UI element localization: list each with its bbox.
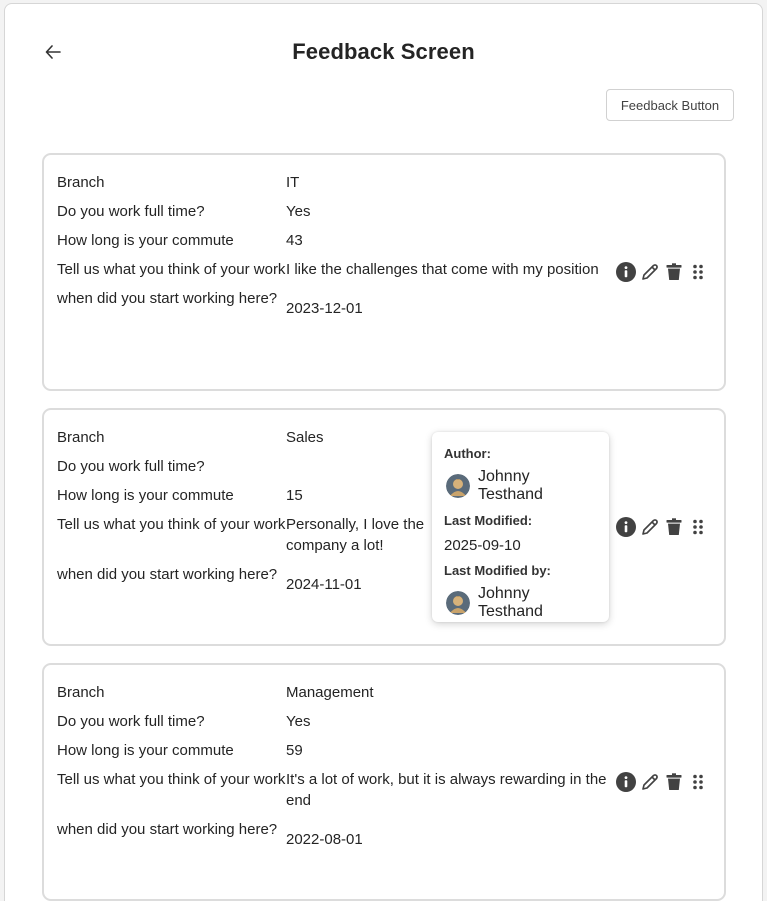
drag-handle[interactable] <box>688 262 708 282</box>
modifier-name: Johnny Testhand <box>478 585 543 620</box>
delete-button[interactable] <box>664 517 684 537</box>
info-button[interactable] <box>616 517 636 537</box>
drag-handle[interactable] <box>688 517 708 537</box>
feedback-row <box>57 711 612 732</box>
question-label: when did you start working here? <box>57 290 278 307</box>
question-label: How long is your commute <box>57 742 234 759</box>
edit-icon <box>640 262 660 282</box>
modifier-person <box>444 585 597 621</box>
feedback-row <box>57 769 612 811</box>
feedback-row <box>57 819 612 850</box>
trash-icon <box>664 262 684 282</box>
answer-value: 59 <box>286 742 303 759</box>
question-label: Branch <box>57 174 105 191</box>
feedback-card <box>42 153 726 391</box>
answer-value: Personally, I love the company a lot! <box>286 516 425 554</box>
feedback-row <box>57 682 612 703</box>
answer-value: 2024-11-01 <box>286 576 362 593</box>
info-icon <box>616 772 636 792</box>
answer-value: I like the challenges that come with my position <box>286 261 599 278</box>
answer-value: 2022-08-01 <box>286 831 363 848</box>
feedback-row <box>57 172 612 193</box>
answer-value: 43 <box>286 232 303 249</box>
question-label: Tell us what you think of your work <box>57 261 286 278</box>
delete-button[interactable] <box>664 772 684 792</box>
answer-value: Yes <box>286 203 311 220</box>
edit-icon <box>640 772 660 792</box>
answer-value: IT <box>286 174 300 191</box>
trash-icon <box>664 517 684 537</box>
feedback-rows <box>57 682 612 858</box>
question-label: How long is your commute <box>57 487 234 504</box>
last-modified-date: 2025-09-10 <box>444 537 521 554</box>
info-icon <box>616 262 636 282</box>
app-window <box>4 3 763 901</box>
edit-icon <box>640 517 660 537</box>
question-label: Tell us what you think of your work <box>57 771 286 788</box>
drag-handle-icon <box>688 517 708 537</box>
question-label: when did you start working here? <box>57 821 278 838</box>
question-label: How long is your commute <box>57 232 234 249</box>
feedback-row <box>57 740 612 761</box>
last-modified-by-label: Last Modified by: <box>444 563 551 578</box>
question-label: Do you work full time? <box>57 458 205 475</box>
delete-button[interactable] <box>664 262 684 282</box>
drag-handle[interactable] <box>688 772 708 792</box>
answer-value: Sales <box>286 429 324 446</box>
answer-value: Management <box>286 684 374 701</box>
feedback-rows <box>57 172 612 327</box>
question-label: when did you start working here? <box>57 566 278 583</box>
author-label: Author: <box>444 446 491 461</box>
card-actions <box>616 517 708 537</box>
answer-value: Yes <box>286 713 311 730</box>
question-label: Do you work full time? <box>57 203 205 220</box>
avatar <box>446 591 470 615</box>
feedback-card <box>42 408 726 646</box>
feedback-button[interactable]: Feedback Button <box>606 89 734 121</box>
last-modified-label: Last Modified: <box>444 513 533 528</box>
card-actions <box>616 772 708 792</box>
question-label: Tell us what you think of your work <box>57 516 286 533</box>
info-tooltip <box>432 432 609 622</box>
drag-handle-icon <box>688 262 708 282</box>
feedback-row <box>57 259 612 280</box>
feedback-card <box>42 663 726 901</box>
question-label: Do you work full time? <box>57 713 205 730</box>
question-label: Branch <box>57 429 105 446</box>
edit-button[interactable] <box>640 772 660 792</box>
trash-icon <box>664 772 684 792</box>
edit-button[interactable] <box>640 517 660 537</box>
feedback-row <box>57 201 612 222</box>
question-label: Branch <box>57 684 105 701</box>
author-name: Johnny Testhand <box>478 468 543 503</box>
info-button[interactable] <box>616 772 636 792</box>
drag-handle-icon <box>688 772 708 792</box>
answer-value: 15 <box>286 487 303 504</box>
avatar <box>446 474 470 498</box>
feedback-row <box>57 230 612 251</box>
author-person <box>444 468 597 504</box>
page-title: Feedback Screen <box>292 39 475 64</box>
answer-value: 2023-12-01 <box>286 300 363 317</box>
edit-button[interactable] <box>640 262 660 282</box>
feedback-row <box>57 288 612 319</box>
info-button[interactable] <box>616 262 636 282</box>
answer-value: It's a lot of work, but it is always rewarding in the end <box>286 771 607 809</box>
card-actions <box>616 262 708 282</box>
info-icon <box>616 517 636 537</box>
